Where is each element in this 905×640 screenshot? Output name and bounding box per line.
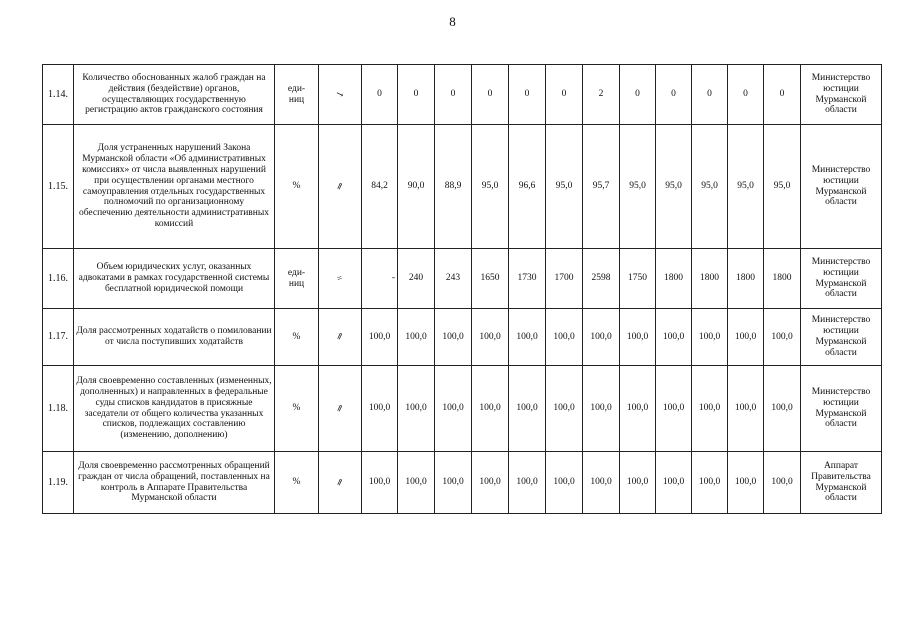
value-cell: 1800 [692, 249, 728, 309]
table-row [43, 452, 882, 514]
value-cell: 100,0 [620, 309, 656, 366]
value-cell: 100,0 [472, 366, 509, 452]
value-cell: 100,0 [398, 366, 435, 452]
responsible-body: Министерство юстиции Мурманской области [801, 309, 882, 366]
value-cell: 0 [692, 65, 728, 125]
table-row [43, 125, 882, 249]
increase-arrow-icon: ⇗ [334, 179, 346, 192]
value-cell: 95,7 [583, 125, 620, 249]
value-cell: 100,0 [583, 452, 620, 514]
equal-sign-icon: = [335, 271, 345, 284]
row-number: 1.16. [43, 249, 74, 309]
value-cell: 100,0 [692, 452, 728, 514]
value-cell: 95,0 [764, 125, 801, 249]
value-cell: 100,0 [764, 452, 801, 514]
value-cell: 100,0 [583, 309, 620, 366]
indicator-description: Доля рассмотренных ходатайств о помиловании от числа поступивших ходатайств [74, 309, 275, 366]
trend-cell [319, 249, 362, 309]
value-cell: 0 [435, 65, 472, 125]
table-row [43, 249, 882, 309]
value-cell: 1650 [472, 249, 509, 309]
responsible-body: Министерство юстиции Мурманской области [801, 366, 882, 452]
decrease-arrow-icon: ↘ [334, 87, 346, 100]
value-cell: 1800 [764, 249, 801, 309]
indicator-description: Доля устраненных нарушений Закона Мурманской области «Об административных комиссиях» от числа выявленных нарушений при осуществлении органами местного самоуправления отдельных государственных полномочий по организационному обеспечению деятельности административных комиссий [74, 125, 275, 249]
responsible-body: Министерство юстиции Мурманской области [801, 65, 882, 125]
value-cell: 100,0 [692, 309, 728, 366]
increase-arrow-icon: ⇗ [334, 475, 346, 488]
value-cell: 95,0 [728, 125, 764, 249]
trend-cell [319, 366, 362, 452]
value-cell: 100,0 [546, 309, 583, 366]
indicator-description: Доля своевременно рассмотренных обращений граждан от числа обращений, поставленных на контроль в Аппарате Правительства Мурманской области [74, 452, 275, 514]
value-cell: 100,0 [472, 452, 509, 514]
table-row [43, 366, 882, 452]
value-cell: 95,0 [692, 125, 728, 249]
responsible-body: Аппарат Правительства Мурманской области [801, 452, 882, 514]
value-cell: 0 [472, 65, 509, 125]
increase-arrow-icon: ⇗ [334, 330, 346, 343]
responsible-body: Министерство юстиции Мурманской области [801, 249, 882, 309]
value-cell: 1800 [728, 249, 764, 309]
value-cell: 95,0 [472, 125, 509, 249]
value-cell: 0 [764, 65, 801, 125]
indicator-description: Объем юридических услуг, оказанных адвокатами в рамках государственной системы бесплатной юридической помощи [74, 249, 275, 309]
value-cell: 100,0 [728, 366, 764, 452]
value-cell: 0 [656, 65, 692, 125]
value-cell: 100,0 [435, 366, 472, 452]
value-cell: 240 [398, 249, 435, 309]
row-number: 1.17. [43, 309, 74, 366]
value-cell: 0 [728, 65, 764, 125]
value-cell: 100,0 [435, 309, 472, 366]
value-cell: 100,0 [509, 452, 546, 514]
value-cell: - [362, 249, 398, 309]
value-cell: 100,0 [656, 452, 692, 514]
value-cell: 100,0 [362, 452, 398, 514]
value-cell: 100,0 [435, 452, 472, 514]
trend-cell [319, 65, 362, 125]
row-number: 1.14. [43, 65, 74, 125]
value-cell: 2598 [583, 249, 620, 309]
value-cell: 1730 [509, 249, 546, 309]
row-number: 1.18. [43, 366, 74, 452]
value-cell: 100,0 [656, 366, 692, 452]
value-cell: 100,0 [398, 452, 435, 514]
row-number: 1.19. [43, 452, 74, 514]
value-cell: 100,0 [509, 309, 546, 366]
trend-cell [319, 452, 362, 514]
value-cell: 1700 [546, 249, 583, 309]
value-cell: 100,0 [398, 309, 435, 366]
value-cell: 100,0 [728, 452, 764, 514]
value-cell: 95,0 [546, 125, 583, 249]
unit-cell: % [275, 366, 319, 452]
value-cell: 100,0 [620, 452, 656, 514]
value-cell: 0 [546, 65, 583, 125]
value-cell: 100,0 [728, 309, 764, 366]
value-cell: 1800 [656, 249, 692, 309]
unit-cell: % [275, 309, 319, 366]
value-cell: 100,0 [509, 366, 546, 452]
increase-arrow-icon: ⇗ [334, 401, 346, 414]
value-cell: 0 [398, 65, 435, 125]
value-cell: 100,0 [472, 309, 509, 366]
unit-cell: еди- ниц [275, 65, 319, 125]
value-cell: 100,0 [764, 309, 801, 366]
value-cell: 88,9 [435, 125, 472, 249]
value-cell: 100,0 [764, 366, 801, 452]
value-cell: 0 [362, 65, 398, 125]
trend-cell [319, 125, 362, 249]
value-cell: 96,6 [509, 125, 546, 249]
value-cell: 100,0 [362, 366, 398, 452]
value-cell: 95,0 [656, 125, 692, 249]
value-cell: 100,0 [546, 366, 583, 452]
unit-cell: еди- ниц [275, 249, 319, 309]
trend-cell [319, 309, 362, 366]
indicator-description: Количество обоснованных жалоб граждан на действия (бездействие) органов, осуществляющих государственную регистрацию актов гражданского состояния [74, 65, 275, 125]
unit-cell: % [275, 125, 319, 249]
value-cell: 100,0 [583, 366, 620, 452]
value-cell: 100,0 [620, 366, 656, 452]
value-cell: 100,0 [692, 366, 728, 452]
value-cell: 0 [620, 65, 656, 125]
value-cell: 84,2 [362, 125, 398, 249]
value-cell: 2 [583, 65, 620, 125]
value-cell: 90,0 [398, 125, 435, 249]
value-cell: 100,0 [656, 309, 692, 366]
table-row [43, 309, 882, 366]
value-cell: 243 [435, 249, 472, 309]
responsible-body: Министерство юстиции Мурманской области [801, 125, 882, 249]
value-cell: 1750 [620, 249, 656, 309]
indicators-table [42, 64, 882, 514]
page-number: 8 [449, 14, 456, 29]
value-cell: 100,0 [546, 452, 583, 514]
value-cell: 95,0 [620, 125, 656, 249]
row-number: 1.15. [43, 125, 74, 249]
unit-cell: % [275, 452, 319, 514]
table-row [43, 65, 882, 125]
value-cell: 0 [509, 65, 546, 125]
value-cell: 100,0 [362, 309, 398, 366]
indicator-description: Доля своевременно составленных (измененных, дополненных) и направленных в федеральные суды списков кандидатов в присяжные заседатели от общего количества указанных списков, подлежащих составлению (изменению, дополнению) [74, 366, 275, 452]
